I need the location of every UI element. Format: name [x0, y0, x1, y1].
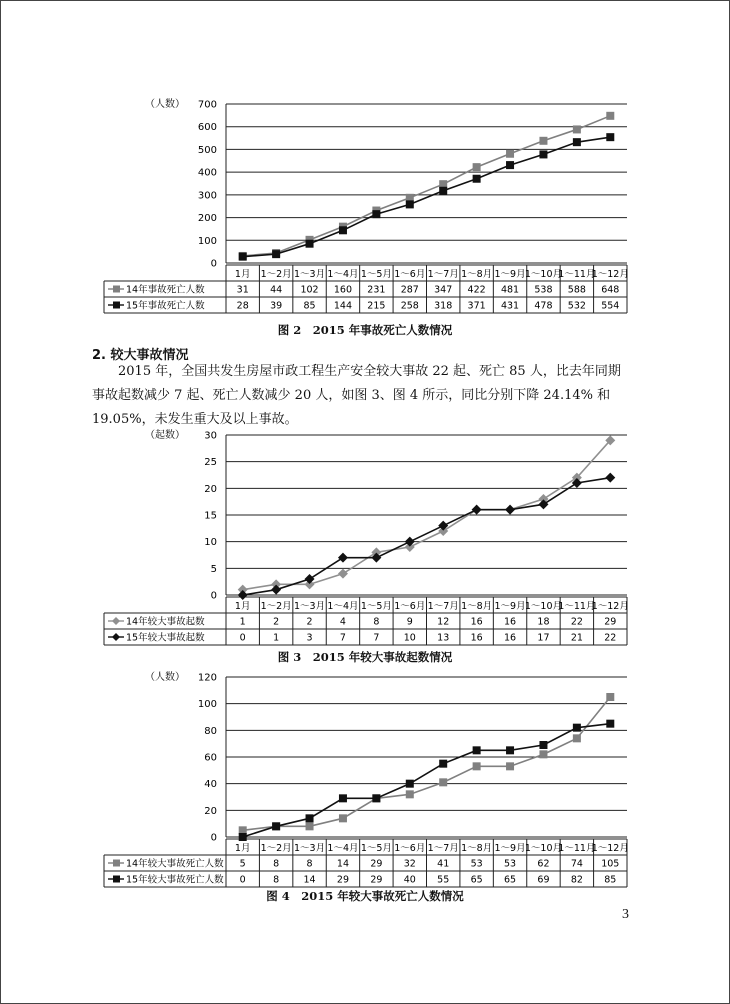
y-tick-label: 600 — [197, 122, 217, 134]
y-tick-label: 0 — [210, 832, 217, 844]
table-value-cell: 8 — [273, 874, 280, 886]
x-category-label: 1～2月 — [260, 269, 292, 280]
data-point — [271, 585, 281, 595]
data-point — [473, 175, 481, 183]
table-value-cell: 53 — [503, 858, 517, 870]
chart-fig2-svg — [0, 0, 730, 330]
table-value-cell: 554 — [601, 300, 620, 312]
table-value-cell: 231 — [367, 284, 386, 296]
data-point — [439, 778, 447, 786]
series-line-2 — [243, 724, 611, 837]
data-point — [473, 746, 481, 754]
data-point — [406, 790, 414, 798]
table-value-cell: 8 — [273, 858, 280, 870]
series-line-1 — [243, 116, 611, 256]
table-value-cell: 1 — [239, 616, 246, 628]
table-value-cell: 69 — [537, 874, 550, 886]
x-category-label: 1～2月 — [260, 601, 292, 612]
table-value-cell: 8 — [306, 858, 313, 870]
y-tick-label: 200 — [197, 213, 217, 225]
data-point — [272, 822, 280, 830]
data-point — [506, 762, 514, 770]
data-point — [573, 125, 581, 133]
section-paragraph-line2: 事故起数减少 7 起、死亡人数减少 20 人，如图 3、图 4 所示，同比分别下降 24.14% 和 — [92, 388, 611, 403]
table-value-cell: 5 — [239, 858, 246, 870]
table-value-cell: 29 — [336, 874, 350, 886]
table-value-cell: 422 — [467, 284, 486, 296]
table-value-cell: 481 — [500, 284, 520, 296]
data-point — [339, 814, 347, 822]
table-value-cell: 16 — [470, 632, 483, 644]
table-value-cell: 648 — [601, 284, 620, 296]
data-point — [439, 187, 447, 195]
table-value-cell: 85 — [604, 874, 617, 886]
table-value-cell: 17 — [537, 632, 550, 644]
data-point — [506, 150, 514, 158]
y-tick-label: 40 — [204, 779, 217, 791]
y-tick-label: 400 — [197, 167, 217, 179]
chart-fig3 — [0, 425, 730, 650]
data-point — [606, 720, 614, 728]
x-category-label: 1月 — [234, 269, 251, 280]
data-point — [539, 750, 547, 758]
table-value-cell: 347 — [434, 284, 453, 296]
data-point — [473, 762, 481, 770]
data-point — [606, 112, 614, 120]
table-value-cell: 55 — [437, 874, 450, 886]
y-tick-label: 0 — [210, 590, 217, 602]
table-value-cell: 13 — [437, 632, 450, 644]
data-point — [339, 794, 347, 802]
table-value-cell: 62 — [537, 858, 550, 870]
section-paragraph-line3: 19.05%，未发生重大及以上事故。 — [92, 412, 298, 427]
table-value-cell: 39 — [270, 300, 283, 312]
data-point — [506, 161, 514, 169]
legend-key-marker — [113, 860, 120, 867]
legend-label: 14年事故死亡人数 — [126, 284, 205, 296]
y-tick-label: 120 — [197, 672, 217, 684]
table-value-cell: 215 — [367, 300, 386, 312]
x-category-label: 1～7月 — [427, 269, 459, 280]
data-point — [338, 569, 348, 579]
chart-fig3-caption: 图 3 2015 年较大事故起数情况 — [277, 650, 453, 664]
table-value-cell: 29 — [370, 858, 383, 870]
y-tick-label: 100 — [197, 699, 217, 711]
y-tick-label: 30 — [204, 430, 217, 442]
y-tick-label: 20 — [204, 483, 217, 495]
table-value-cell: 44 — [270, 284, 283, 296]
page-number: 3 — [622, 907, 629, 922]
table-value-cell: 31 — [236, 284, 249, 296]
table-value-cell: 2 — [306, 616, 313, 628]
table-value-cell: 318 — [434, 300, 453, 312]
data-point — [605, 473, 615, 483]
x-category-label: 1～9月 — [494, 843, 526, 854]
table-value-cell: 65 — [470, 874, 483, 886]
table-value-cell: 144 — [333, 300, 353, 312]
table-value-cell: 287 — [400, 284, 419, 296]
y-axis-unit-label: （起数） — [145, 430, 185, 441]
data-point — [606, 133, 614, 141]
table-value-cell: 16 — [470, 616, 483, 628]
table-value-cell: 258 — [400, 300, 419, 312]
y-tick-label: 80 — [204, 725, 217, 737]
section-paragraph-line1: 2015 年，全国共发生房屋市政工程生产安全较大事故 22 起、死亡 85 人，比去年同期 — [118, 364, 621, 379]
legend-key-marker — [113, 302, 120, 309]
x-category-label: 1～5月 — [360, 601, 392, 612]
data-point — [339, 226, 347, 234]
table-value-cell: 14 — [303, 874, 316, 886]
data-point — [539, 137, 547, 145]
y-tick-label: 500 — [197, 144, 217, 156]
table-value-cell: 3 — [306, 632, 313, 644]
y-axis-unit-label: （人数） — [145, 672, 185, 683]
data-point — [372, 210, 380, 218]
data-point — [239, 253, 247, 261]
x-category-label: 1～10月 — [524, 843, 563, 854]
data-point — [539, 150, 547, 158]
data-point — [573, 734, 581, 742]
x-category-label: 1～8月 — [461, 269, 493, 280]
table-value-cell: 7 — [373, 632, 380, 644]
data-point — [406, 200, 414, 208]
chart-fig4-svg — [0, 665, 730, 890]
table-value-cell: 2 — [273, 616, 280, 628]
table-value-cell: 28 — [236, 300, 249, 312]
table-value-cell: 1 — [273, 632, 280, 644]
table-value-cell: 10 — [403, 632, 416, 644]
table-value-cell: 29 — [604, 616, 617, 628]
x-category-label: 1～7月 — [427, 601, 459, 612]
chart-fig4-caption: 图 4 2015 年较大事故死亡人数情况 — [266, 889, 464, 903]
x-category-label: 1～4月 — [327, 601, 359, 612]
x-category-label: 1～5月 — [360, 269, 392, 280]
data-point — [539, 741, 547, 749]
x-category-label: 1～12月 — [591, 601, 629, 612]
data-point — [406, 780, 414, 788]
table-value-cell: 12 — [437, 616, 450, 628]
x-category-label: 1～8月 — [461, 843, 493, 854]
x-category-label: 1月 — [234, 843, 251, 854]
y-tick-label: 0 — [210, 258, 217, 270]
table-value-cell: 40 — [403, 874, 416, 886]
legend-label: 14年较大事故死亡人数 — [126, 858, 224, 870]
y-tick-label: 100 — [197, 235, 217, 247]
table-value-cell: 65 — [503, 874, 517, 886]
table-value-cell: 588 — [567, 284, 586, 296]
table-value-cell: 18 — [537, 616, 550, 628]
y-tick-label: 15 — [204, 510, 217, 522]
table-value-cell: 8 — [373, 616, 380, 628]
table-value-cell: 478 — [534, 300, 553, 312]
x-category-label: 1～10月 — [524, 269, 563, 280]
table-value-cell: 16 — [503, 616, 517, 628]
y-tick-label: 300 — [197, 190, 217, 202]
table-value-cell: 105 — [601, 858, 620, 870]
x-category-label: 1～10月 — [524, 601, 563, 612]
y-tick-label: 700 — [197, 99, 217, 111]
table-value-cell: 538 — [534, 284, 553, 296]
x-category-label: 1～4月 — [327, 269, 359, 280]
data-point — [573, 138, 581, 146]
x-category-label: 1～11月 — [558, 843, 596, 854]
table-value-cell: 4 — [339, 616, 346, 628]
table-value-cell: 0 — [239, 632, 246, 644]
series-line-2 — [243, 137, 611, 256]
data-point — [473, 163, 481, 171]
x-category-label: 1～12月 — [591, 269, 629, 280]
chart-fig4 — [0, 665, 730, 890]
x-category-label: 1～3月 — [293, 601, 326, 612]
table-value-cell: 371 — [467, 300, 486, 312]
x-category-label: 1～7月 — [427, 843, 459, 854]
section-heading: 2. 较大事故情况 — [92, 348, 189, 363]
x-category-label: 1～8月 — [461, 601, 493, 612]
table-value-cell: 21 — [570, 632, 583, 644]
data-point — [606, 693, 614, 701]
table-value-cell: 22 — [604, 632, 617, 644]
legend-label: 15年较大事故起数 — [126, 632, 205, 644]
y-tick-label: 25 — [204, 457, 217, 469]
x-category-label: 1～12月 — [591, 843, 629, 854]
chart-fig2-caption: 图 2 2015 年事故死亡人数情况 — [277, 323, 453, 337]
table-value-cell: 160 — [333, 284, 353, 296]
x-category-label: 1～4月 — [327, 843, 359, 854]
x-category-label: 1～11月 — [558, 269, 596, 280]
legend-key-marker — [113, 286, 120, 293]
series-line-2 — [243, 478, 611, 595]
x-category-label: 1～3月 — [293, 843, 326, 854]
data-point — [439, 760, 447, 768]
table-value-cell: 82 — [570, 874, 583, 886]
chart-fig2 — [0, 0, 730, 330]
data-point — [472, 505, 482, 515]
x-category-label: 1～6月 — [394, 269, 426, 280]
legend-label: 15年事故死亡人数 — [126, 300, 205, 312]
y-tick-label: 10 — [204, 537, 217, 549]
table-value-cell: 7 — [339, 632, 346, 644]
x-category-label: 1～3月 — [293, 269, 326, 280]
table-value-cell: 41 — [437, 858, 450, 870]
x-category-label: 1月 — [234, 601, 251, 612]
table-value-cell: 16 — [503, 632, 517, 644]
x-category-label: 1～9月 — [494, 269, 526, 280]
data-point — [372, 794, 380, 802]
y-tick-label: 60 — [204, 752, 217, 764]
table-value-cell: 22 — [570, 616, 583, 628]
x-category-label: 1～5月 — [360, 843, 392, 854]
legend-key-marker — [112, 633, 120, 641]
data-point — [238, 590, 248, 600]
data-point — [306, 822, 314, 830]
data-point — [338, 553, 348, 563]
table-value-cell: 0 — [239, 874, 246, 886]
legend-key-marker — [112, 617, 120, 625]
table-value-cell: 74 — [570, 858, 583, 870]
x-category-label: 1～9月 — [494, 601, 526, 612]
x-category-label: 1～2月 — [260, 843, 292, 854]
data-point — [272, 250, 280, 258]
y-tick-label: 5 — [210, 563, 217, 575]
data-point — [306, 240, 314, 248]
data-point — [306, 814, 314, 822]
table-value-cell: 32 — [403, 858, 416, 870]
x-category-label: 1～6月 — [394, 601, 426, 612]
data-point — [573, 724, 581, 732]
legend-key-marker — [113, 876, 120, 883]
table-value-cell: 532 — [567, 300, 586, 312]
data-point — [505, 505, 515, 515]
chart-fig3-svg — [0, 425, 730, 650]
legend-label: 14年较大事故起数 — [126, 616, 205, 628]
data-point — [506, 746, 514, 754]
table-value-cell: 102 — [300, 284, 319, 296]
table-value-cell: 14 — [336, 858, 350, 870]
x-category-label: 1～11月 — [558, 601, 596, 612]
y-axis-unit-label: （人数） — [145, 99, 185, 110]
table-value-cell: 85 — [303, 300, 316, 312]
table-value-cell: 431 — [500, 300, 520, 312]
table-value-cell: 29 — [370, 874, 383, 886]
table-value-cell: 53 — [470, 858, 483, 870]
x-category-label: 1～6月 — [394, 843, 426, 854]
legend-label: 15年较大事故死亡人数 — [126, 874, 224, 886]
table-value-cell: 9 — [406, 616, 413, 628]
data-point — [239, 833, 247, 841]
y-tick-label: 20 — [204, 805, 217, 817]
